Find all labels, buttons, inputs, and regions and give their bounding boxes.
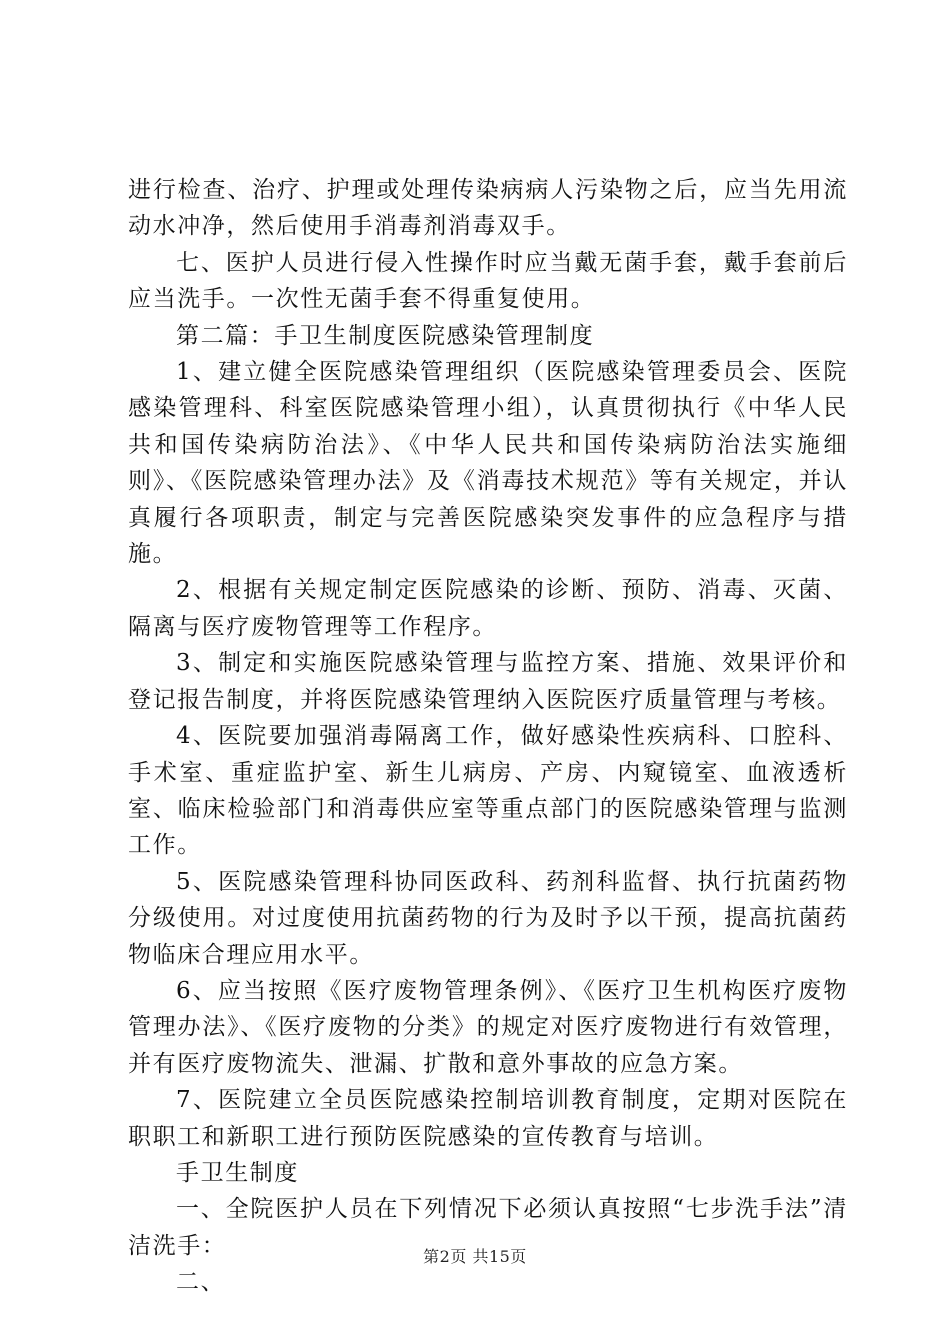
subsection-heading: 手卫生制度: [176, 1159, 299, 1186]
document-body: [128, 172, 848, 1301]
page-number-footer: 第2页 共15页: [423, 1247, 527, 1266]
paragraph-rule-2: 二、: [176, 1269, 226, 1296]
paragraph-item-7: 7、医院建立全员医院感染控制培训教育制度，定期对医院在职职工和新职工进行预防医院感染的宣传教育与培训。: [128, 1087, 848, 1150]
paragraph-item-3: 3、制定和实施医院感染管理与监控方案、措施、效果评价和登记报告制度，并将医院感染管理纳入医院医疗质量管理与考核。: [128, 650, 848, 713]
paragraph-2: 七、医护人员进行侵入性操作时应当戴无菌手套，戴手套前后应当洗手。一次性无菌手套不得重复使用。: [128, 249, 848, 313]
paragraph-item-6: 6、应当按照《医疗废物管理条例》、《医疗卫生机构医疗废物管理办法》、《医疗废物的分类》的规定对医疗废物进行有效管理，并有医疗废物流失、泄漏、扩散和意外事故的应急方案。: [128, 977, 848, 1077]
paragraph-item-1: 1、建立健全医院感染管理组织（医院感染管理委员会、医院感染管理科、科室医院感染管理小组），认真贯彻执行《中华人民共和国传染病防治法》、《中华人民共和国传染病防治法实施细则》、《医院感染管理办法》及《消毒技术规范》等有关规定，并认真履行各项职责，制定与完善医院感染突发事件的应急程序与措施。: [128, 359, 848, 568]
paragraph-rule-1: 一、全院医护人员在下列情况下必须认真按照“七步洗手法”清洁洗手：: [128, 1196, 848, 1259]
paragraph-item-2: 2、根据有关规定制定医院感染的诊断、预防、消毒、灭菌、隔离与医疗废物管理等工作程序。: [128, 577, 848, 640]
paragraph-1: 进行检查、治疗、护理或处理传染病病人污染物之后，应当先用流动水冲净，然后使用手消毒剂消毒双手。: [128, 177, 848, 240]
paragraph-item-4: 4、医院要加强消毒隔离工作，做好感染性疾病科、口腔科、手术室、重症监护室、新生儿病房、产房、内窥镜室、血液透析室、临床检验部门和消毒供应室等重点部门的医院感染管理与监测工作。: [128, 723, 848, 859]
section-heading: 第二篇：手卫生制度医院感染管理制度: [176, 322, 595, 349]
paragraph-item-5: 5、医院感染管理科协同医政科、药剂科监督、执行抗菌药物分级使用。对过度使用抗菌药物的行为及时予以干预，提高抗菌药物临床合理应用水平。: [128, 868, 848, 968]
